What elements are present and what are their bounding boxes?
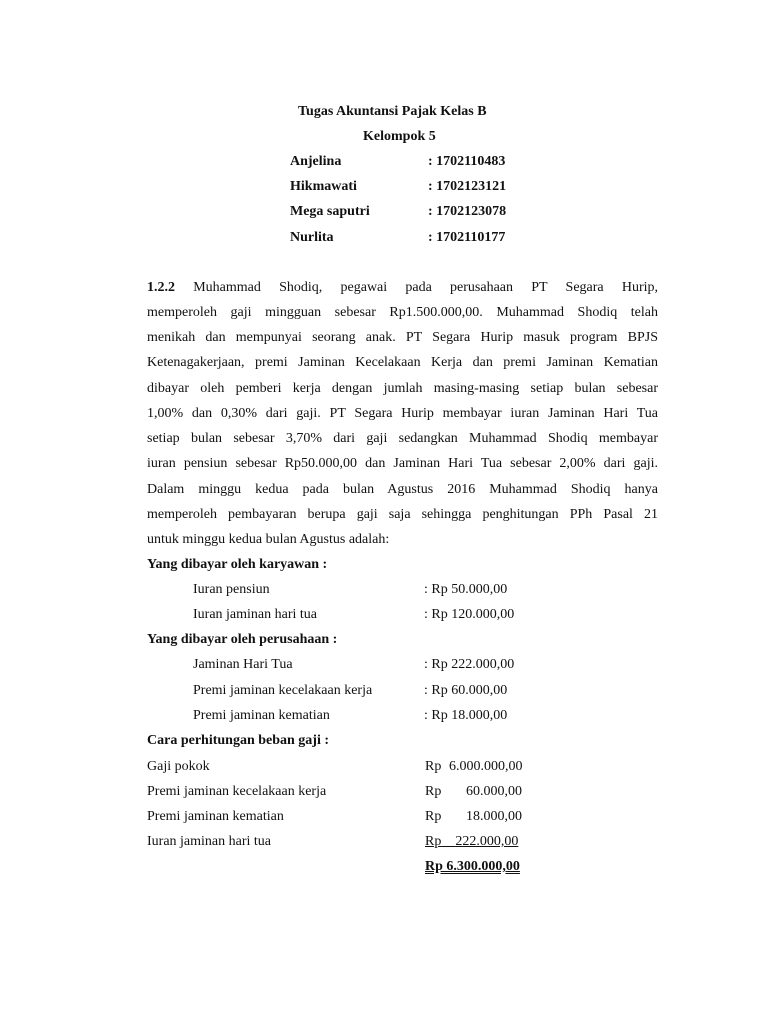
calc-amount: 60.000,00: [466, 784, 522, 799]
paragraph-line: menikah dan mempunyai seorang anak. PT Segara Hurip masuk program BPJS: [147, 330, 658, 345]
paragraph-line: memperoleh gaji mingguan sebesar Rp1.500.000,00. Muhammad Shodiq telah: [147, 305, 658, 320]
problem-number: 1.2.2: [147, 280, 175, 295]
member-name: Mega saputri: [290, 204, 370, 219]
paragraph-line: setiap bulan sebesar 3,70% dari gaji sedangkan Muhammad Shodiq membayar: [147, 431, 658, 446]
paragraph-line: memperoleh pembayaran berupa gaji saja sehingga penghitungan PPh Pasal 21: [147, 507, 658, 522]
member-name: Hikmawati: [290, 179, 357, 194]
calc-total: Rp 6.300.000,00: [425, 859, 520, 874]
calc-currency: Rp: [425, 834, 442, 849]
calc-subtotal-line: [425, 833, 518, 851]
paragraph-line: iuran pensiun sebesar Rp50.000,00 dan Jaminan Hari Tua sebesar 2,00% dari gaji.: [147, 456, 658, 471]
item-value: : Rp 60.000,00: [424, 683, 508, 698]
paragraph-line: [147, 279, 658, 297]
section-heading: Yang dibayar oleh perusahaan :: [147, 632, 338, 647]
item-label: Iuran jaminan hari tua: [193, 607, 318, 622]
calc-currency: Rp: [425, 759, 442, 774]
calc-currency: Rp: [425, 784, 442, 799]
calc-currency: Rp: [425, 809, 442, 824]
calc-label: Premi jaminan kecelakaan kerja: [147, 784, 327, 799]
paragraph-line: 1,00% dan 0,30% dari gaji. PT Segara Hurip membayar iuran Jaminan Hari Tua: [147, 406, 658, 421]
calc-label: Premi jaminan kematian: [147, 809, 284, 824]
item-label: Premi jaminan kematian: [193, 708, 330, 723]
member-name: Anjelina: [290, 154, 342, 169]
section-heading: Yang dibayar oleh karyawan :: [147, 557, 328, 572]
paragraph-line: untuk minggu kedua bulan Agustus adalah:: [147, 532, 390, 547]
paragraph-text: Muhammad Shodiq, pegawai pada perusahaan PT Segara Hurip,: [193, 280, 659, 295]
calc-label: Gaji pokok: [147, 759, 210, 774]
calc-amount: 18.000,00: [466, 809, 522, 824]
paragraph-line: Ketenagakerjaan, premi Jaminan Kecelakaan Kerja dan premi Jaminan Kematian: [147, 355, 658, 370]
member-id: : 1702123121: [428, 179, 507, 194]
item-value: : Rp 18.000,00: [424, 708, 508, 723]
item-value: : Rp 222.000,00: [424, 657, 515, 672]
group-label: Kelompok 5: [363, 129, 436, 144]
member-id: : 1702110177: [428, 230, 506, 245]
section-heading: Cara perhitungan beban gaji :: [147, 733, 330, 748]
item-value: : Rp 50.000,00: [424, 582, 508, 597]
item-label: Jaminan Hari Tua: [193, 657, 293, 672]
item-label: Iuran pensiun: [193, 582, 270, 597]
calc-amount: 6.000.000,00: [449, 759, 523, 774]
item-value: : Rp 120.000,00: [424, 607, 515, 622]
item-label: Premi jaminan kecelakaan kerja: [193, 683, 373, 698]
document-title: Tugas Akuntansi Pajak Kelas B: [298, 104, 487, 119]
member-name: Nurlita: [290, 230, 334, 245]
calc-amount: 222.000,00: [455, 834, 519, 849]
member-id: : 1702123078: [428, 204, 507, 219]
calc-label: Iuran jaminan hari tua: [147, 834, 272, 849]
paragraph-line: Dalam minggu kedua pada bulan Agustus 2016 Muhammad Shodiq hanya: [147, 482, 658, 497]
member-id: : 1702110483: [428, 154, 506, 169]
paragraph-line: dibayar oleh pemberi kerja dengan jumlah masing-masing setiap bulan sebesar: [147, 381, 658, 396]
